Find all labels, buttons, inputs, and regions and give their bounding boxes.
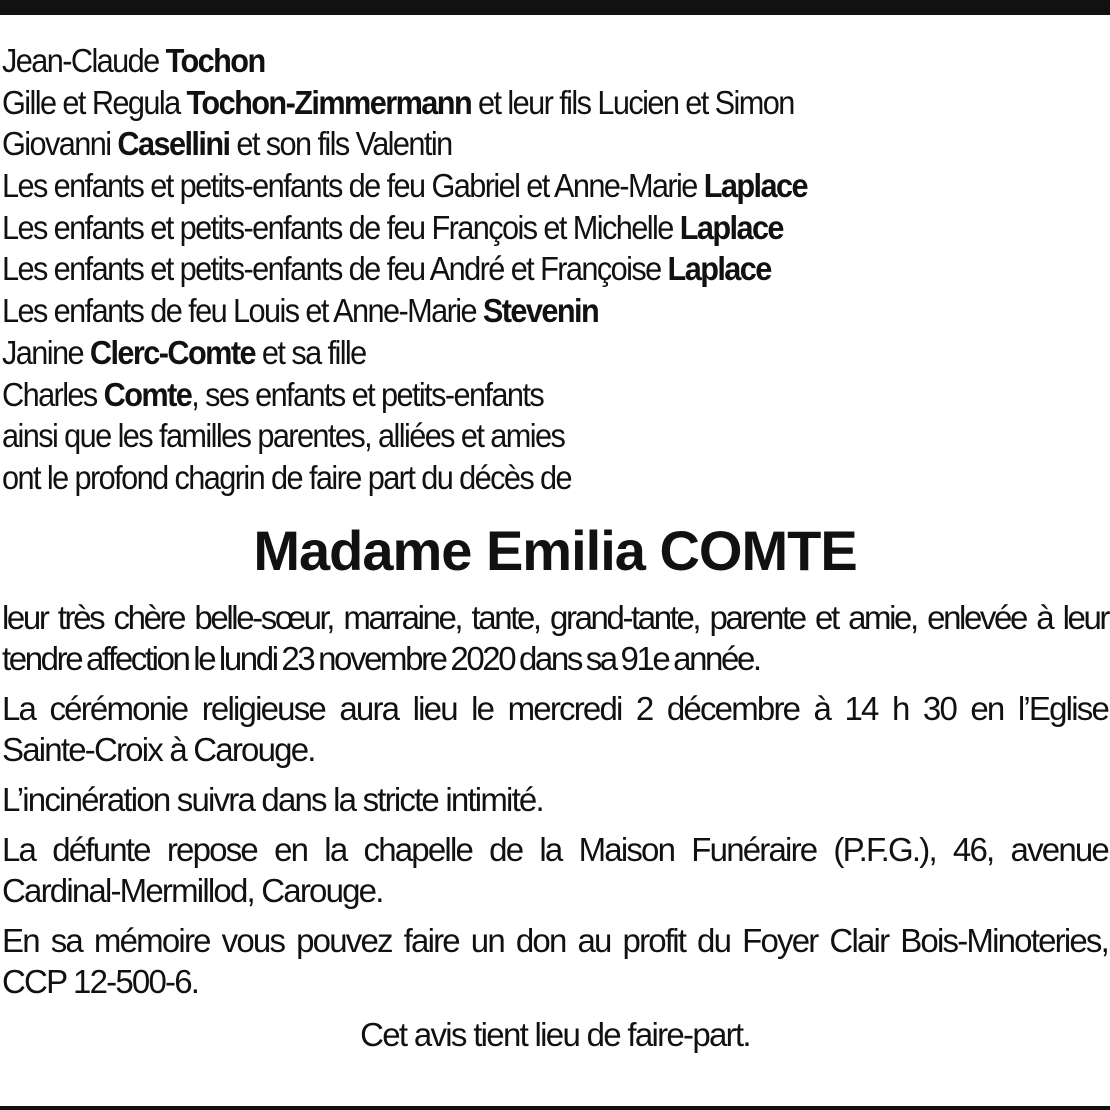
family-line-text: Gille et Regula [2, 83, 187, 121]
family-list [2, 40, 1108, 499]
family-line-text: Les enfants de feu Louis et Anne-Marie [2, 292, 483, 330]
bottom-rule [0, 1106, 1110, 1110]
family-line [2, 123, 1031, 165]
family-line-text: Jean-Claude [2, 42, 166, 79]
family-line [2, 40, 1031, 82]
family-surname: Laplace [703, 167, 807, 205]
family-surname: Tochon-Zimmermann [186, 83, 472, 121]
family-line [2, 415, 1031, 457]
family-surname: Tochon [165, 42, 265, 79]
family-line [2, 374, 1031, 416]
family-surname: Stevenin [482, 292, 599, 330]
family-line-text: Charles [2, 375, 104, 413]
family-surname: Clerc-Comte [89, 333, 255, 371]
family-line [2, 165, 1031, 207]
family-line-suffix: et sa fille [254, 333, 366, 371]
top-rule [0, 0, 1110, 15]
ceremony-paragraph: La cérémonie religieuse aura lieu le mercredi 2 décembre à 14 h 30 en l’Eglise Sainte-Croix à Carouge. [2, 689, 1108, 768]
family-line-text: Giovanni [2, 125, 118, 163]
family-line-text: Les enfants et petits-enfants de feu François et Michelle [2, 208, 680, 246]
family-surname: Casellini [117, 125, 230, 163]
closing-line: Cet avis tient lieu de faire-part. [360, 1015, 750, 1053]
family-line [2, 290, 1031, 332]
deceased-name: Madame Emilia COMTE [253, 518, 857, 582]
relation-paragraph: leur très chère belle-sœur, marraine, tante, grand-tante, parente et amie, enlevée à leur tendre affection le lundi 23 novembre 2020 dans sa 91e année. [2, 598, 1108, 677]
family-line-suffix: et leur fils Lucien et Simon [471, 83, 794, 121]
family-surname: Laplace [667, 250, 771, 288]
family-surname: Laplace [679, 208, 783, 246]
family-line [2, 82, 1031, 124]
incineration-paragraph: L’incinération suivra dans la stricte intimité. [2, 780, 543, 818]
family-surname: Comte [103, 375, 192, 413]
family-line [2, 207, 1031, 249]
family-line-suffix: et son fils Valentin [229, 125, 452, 163]
family-line-suffix: , ses enfants et petits-enfants [191, 375, 544, 413]
notice-body [2, 40, 1108, 1055]
family-line-text: Les enfants et petits-enfants de feu Gabriel et Anne-Marie [2, 167, 704, 205]
family-line-text: Les enfants et petits-enfants de feu André et Françoise [2, 250, 668, 288]
family-line-text: ainsi que les familles parentes, alliées et amies [2, 417, 565, 455]
family-line-text: ont le profond chagrin de faire part du décès de [2, 458, 572, 496]
family-line [2, 332, 1031, 374]
resting-place-paragraph: La défunte repose en la chapelle de la Maison Funéraire (P.F.G.), 46, avenue Cardinal-Mermillod, Carouge. [2, 830, 1108, 909]
donation-paragraph: En sa mémoire vous pouvez faire un don au profit du Foyer Clair Bois-Minoteries, CCP 12-500-6. [2, 921, 1108, 1000]
family-line-text: Janine [2, 333, 90, 371]
family-line [2, 457, 1031, 499]
family-line [2, 248, 1031, 290]
